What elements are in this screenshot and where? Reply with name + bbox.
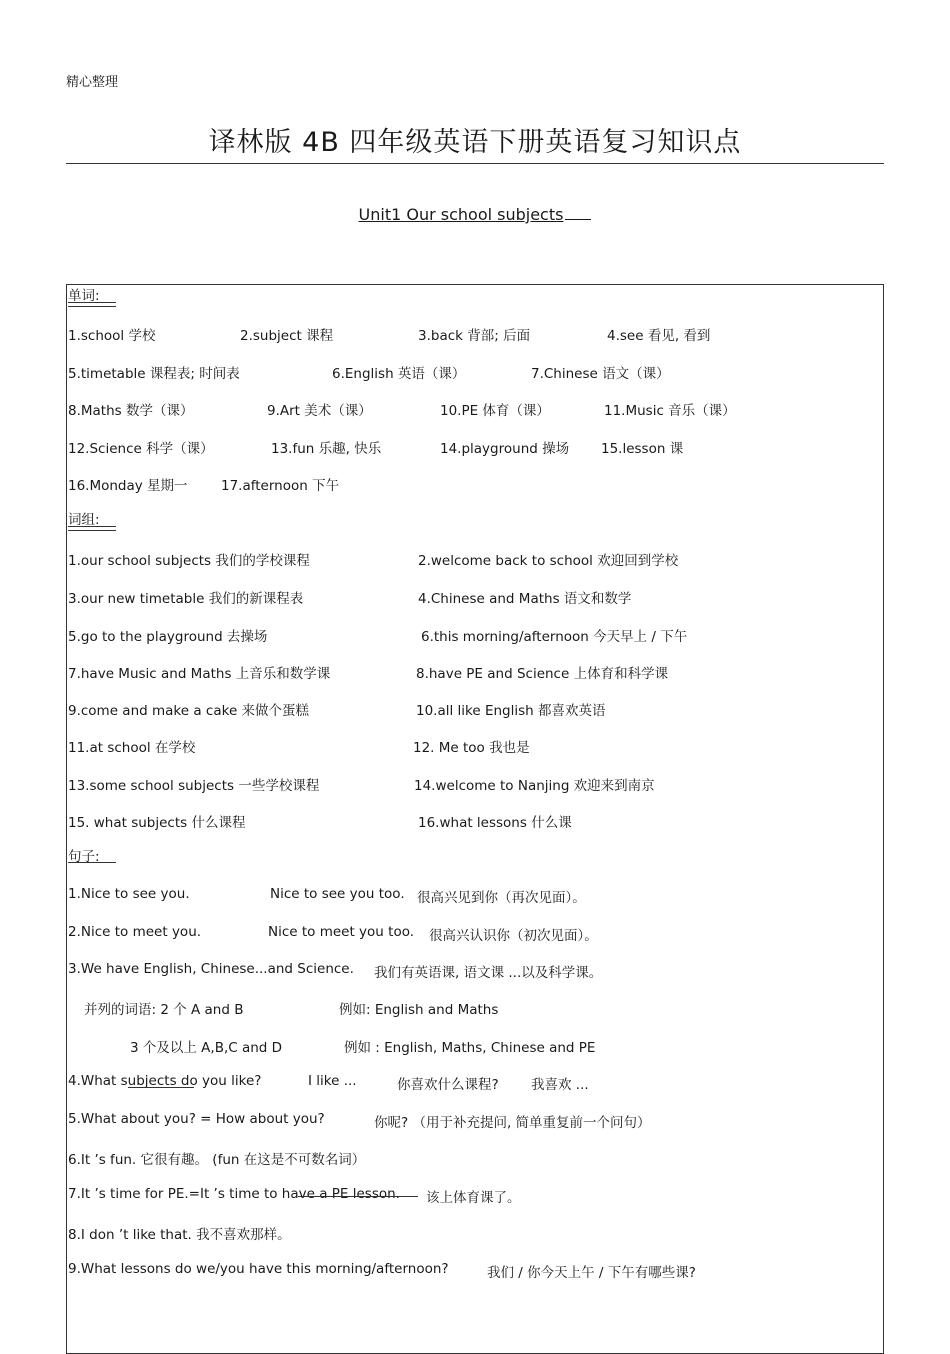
list-item: 15. what subjects 什么课程 <box>68 815 246 831</box>
page-header-note: 精心整理 <box>66 75 119 90</box>
list-item: 17.afternoon 下午 <box>221 478 340 494</box>
sentence-reply: Nice to see you too. <box>270 886 405 902</box>
list-item: 9.come and make a cake 来做个蛋糕 <box>68 703 310 719</box>
sentence-cn: 我喜欢 ... <box>531 1077 589 1093</box>
sentence-en: 1.Nice to see you. <box>68 886 190 902</box>
list-item: 4.see 看见, 看到 <box>607 328 711 344</box>
list-item: 7.Chinese 语文（课） <box>531 366 670 382</box>
note-text: 3 个及以上 A,B,C and D <box>130 1040 283 1056</box>
sentence-reply: Nice to meet you too. <box>268 924 415 940</box>
list-item: 5.timetable 课程表; 时间表 <box>68 366 240 382</box>
phrase-underline <box>128 1087 194 1088</box>
sentences-heading: 句子: <box>68 849 100 865</box>
list-item: 16.Monday 星期一 <box>68 478 188 494</box>
list-item: 10.PE 体育（课） <box>440 403 550 419</box>
list-item: 13.fun 乐趣, 快乐 <box>271 441 382 457</box>
sentence-en: 5.What about you? = How about you? <box>68 1111 325 1127</box>
sentence-reply: I like ... <box>308 1073 357 1089</box>
list-item: 2.subject 课程 <box>240 328 334 344</box>
sentence-cn: 你呢? （用于补充提问, 简单重复前一个问句） <box>374 1115 651 1131</box>
sentence-en: 6.It ’s fun. 它很有趣。 (fun 在这是不可数名词） <box>68 1152 366 1168</box>
list-item: 16.what lessons 什么课 <box>418 815 572 831</box>
sentence-en: 3.We have English, Chinese...and Science. <box>68 961 354 977</box>
words-heading-underline <box>68 302 116 307</box>
list-item: 12.Science 科学（课） <box>68 441 214 457</box>
sentence-cn: 该上体育课了。 <box>426 1190 521 1206</box>
list-item: 9.Art 美术（课） <box>267 403 372 419</box>
list-item: 6.this morning/afternoon 今天早上 / 下午 <box>421 629 688 645</box>
sentences-heading-underline <box>68 862 116 863</box>
list-item: 8.have PE and Science 上体育和科学课 <box>416 666 669 682</box>
list-item: 1.school 学校 <box>68 328 156 344</box>
sentence-cn: 我们有英语课, 语文课 ...以及科学课。 <box>374 965 603 981</box>
list-item: 13.some school subjects 一些学校课程 <box>68 778 320 794</box>
list-item: 12. Me too 我也是 <box>413 740 530 756</box>
list-item: 1.our school subjects 我们的学校课程 <box>68 553 310 569</box>
unit-heading <box>0 205 950 224</box>
list-item: 11.at school 在学校 <box>68 740 196 756</box>
list-item: 14.playground 操场 <box>440 441 570 457</box>
list-item: 4.Chinese and Maths 语文和数学 <box>418 591 632 607</box>
phrase-underline <box>298 1196 418 1197</box>
list-item: 6.English 英语（课） <box>332 366 466 382</box>
title-divider <box>66 163 884 164</box>
list-item: 11.Music 音乐（课） <box>604 403 736 419</box>
unit-title: Unit1 Our school subjects <box>358 205 564 224</box>
sentence-cn: 你喜欢什么课程? <box>397 1077 499 1093</box>
unit-title-underline <box>565 207 591 220</box>
list-item: 3.our new timetable 我们的新课程表 <box>68 591 304 607</box>
list-item: 7.have Music and Maths 上音乐和数学课 <box>68 666 331 682</box>
list-item: 14.welcome to Nanjing 欢迎来到南京 <box>414 778 655 794</box>
sentence-cn: 我们 / 你今天上午 / 下午有哪些课? <box>487 1265 696 1281</box>
words-heading: 单词: <box>68 288 100 304</box>
list-item: 10.all like English 都喜欢英语 <box>416 703 606 719</box>
document-title: 译林版 4B 四年级英语下册英语复习知识点 <box>208 127 742 158</box>
note-example: 例如 : English, Maths, Chinese and PE <box>344 1040 596 1056</box>
sentence-en: 8.I don ’t like that. 我不喜欢那样。 <box>68 1227 291 1243</box>
note-text: 并列的词语: 2 个 A and B <box>84 1002 244 1018</box>
sentence-cn: 很高兴认识你（初次见面）。 <box>429 928 598 944</box>
phrases-heading: 词组: <box>68 512 100 528</box>
note-example: 例如: English and Maths <box>339 1002 499 1018</box>
sentence-en: 4.What subjects do you like? <box>68 1073 262 1089</box>
list-item: 3.back 背部; 后面 <box>418 328 531 344</box>
list-item: 15.lesson 课 <box>601 441 684 457</box>
sentence-en: 7.It ’s time for PE.=It ’s time to have a PE lesson. <box>68 1186 400 1202</box>
phrases-heading-underline <box>68 526 116 531</box>
sentence-en: 2.Nice to meet you. <box>68 924 202 940</box>
list-item: 2.welcome back to school 欢迎回到学校 <box>418 553 679 569</box>
list-item: 8.Maths 数学（课） <box>68 403 194 419</box>
sentence-cn: 很高兴见到你（再次见面）。 <box>417 890 586 906</box>
list-item: 5.go to the playground 去操场 <box>68 629 268 645</box>
sentence-en: 9.What lessons do we/you have this morning/afternoon? <box>68 1261 449 1277</box>
